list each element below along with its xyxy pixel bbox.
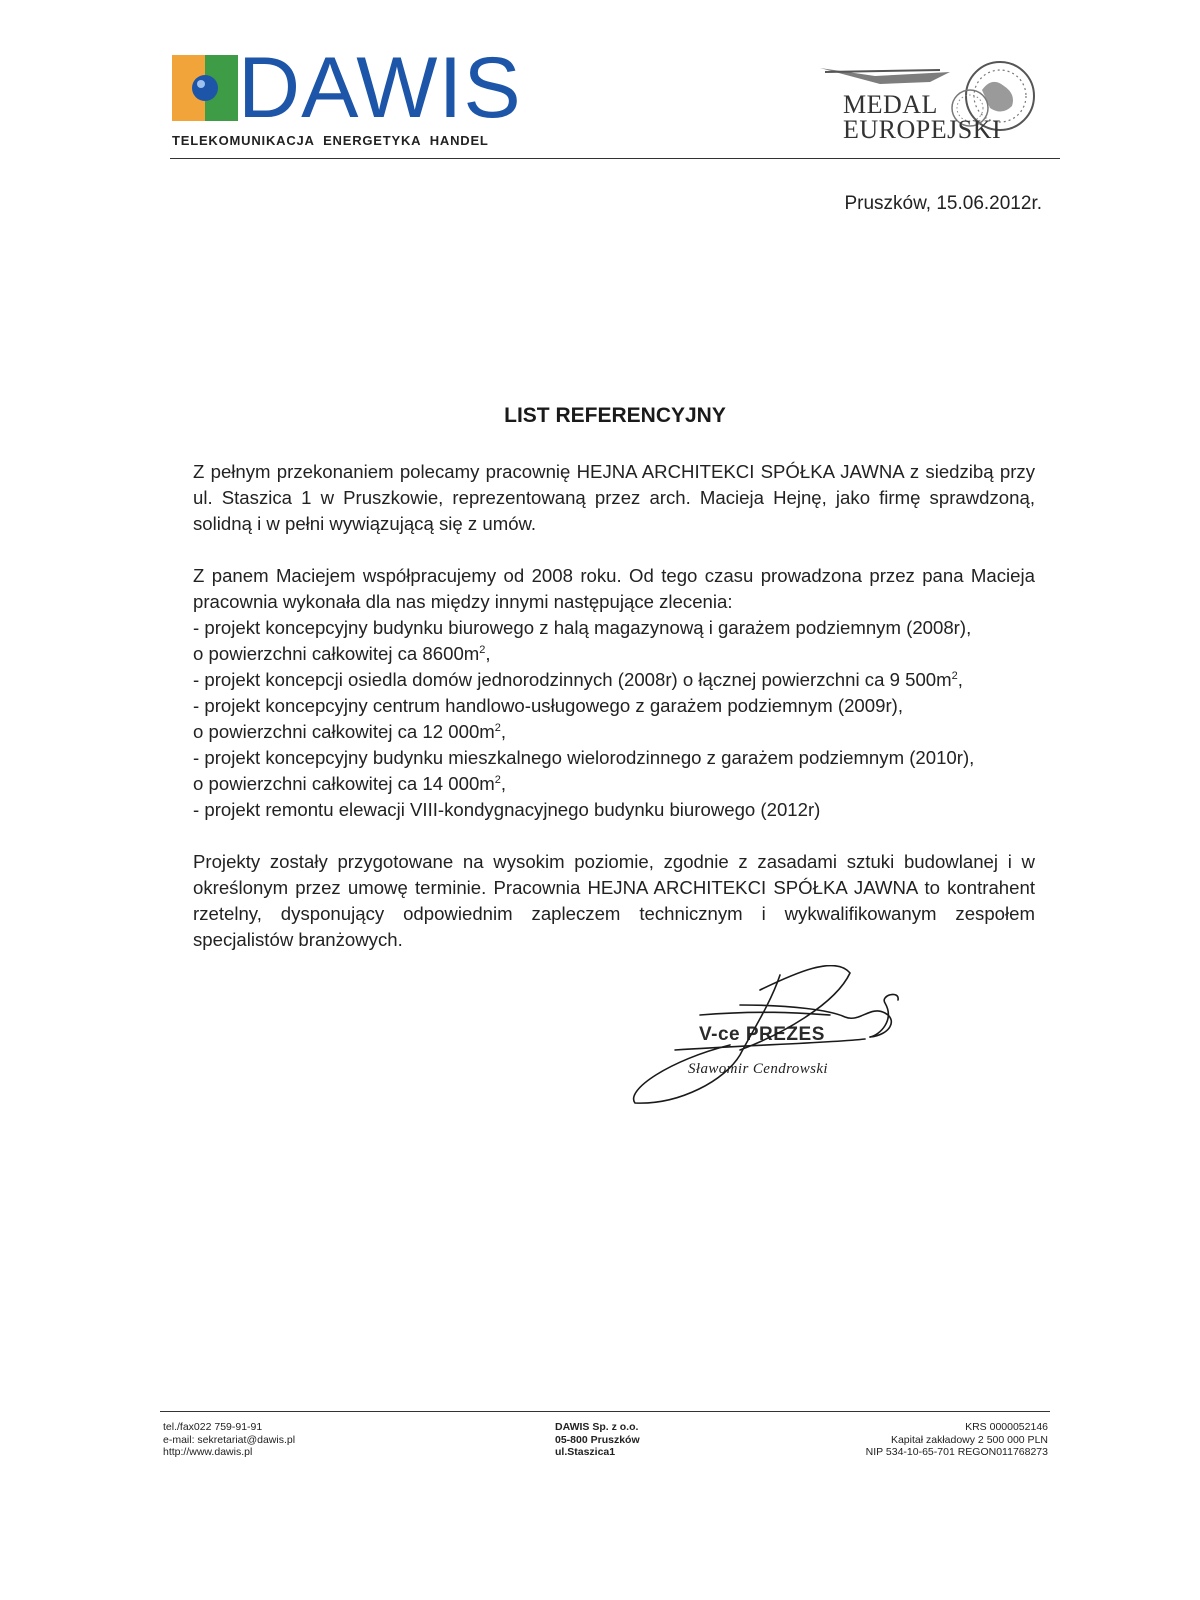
project-list [193,615,1035,823]
signatory-name: Sławomir Cendrowski [688,1061,828,1077]
signatory-role: V-ce PREZES [699,1024,825,1045]
list-item-continuation [193,719,1035,745]
list-punctuation: , [500,721,507,742]
list-text: o powierzchni całkowitej ca 14 000m [193,773,495,794]
list-punctuation: , [485,643,491,664]
award-line-2: EUROPEJSKI [843,115,1002,144]
list-item: - projekt koncepcyjny budynku mieszkalnego wielorodzinnego z garażem podziemnym (2010r), [193,747,975,768]
footer-address [555,1421,640,1459]
footer-company: DAWIS Sp. z o.o. [555,1421,639,1433]
paragraph-cooperation: Z panem Maciejem współpracujemy od 2008 roku. Od tego czasu prowadzona przez pana Macieja pracownia wykonała dla nas między innymi następujące zlecenia: [193,565,1035,612]
header-divider [170,158,1060,159]
letter-title: LIST REFERENCYJNY [504,404,726,427]
superscript: 2 [479,643,486,656]
list-item-continuation [193,771,1035,797]
paragraph-conclusion: Projekty zostały przygotowane na wysokim poziomie, zgodnie z zasadami sztuki budowlanej i w określonym przez umowę terminie. Pracownia HEJNA ARCHITEKCI SPÓŁKA JAWNA to kontrahent rzetelny, dysponujący odpowiednim zapleczem technicznym i wykwalifikowanym zespołem specjalistów branżowych. [193,851,1035,950]
list-punctuation: , [500,773,507,794]
letter-body [193,459,1035,953]
handwritten-signature [630,965,930,1125]
list-text: o powierzchni całkowitej ca 12 000m [193,721,495,742]
footer-postal: 05-800 Pruszków [555,1433,640,1446]
superscript: 2 [494,773,501,786]
footer-email: e-mail: sekretariat@dawis.pl [163,1433,296,1446]
footer-street: ul.Staszica1 [555,1446,616,1458]
footer-divider [160,1411,1050,1412]
footer-website: http://www.dawis.pl [163,1446,253,1458]
list-item: - projekt remontu elewacji VIII-kondygnacyjnego budynku biurowego (2012r) [193,799,821,820]
footer-registry [866,1421,1048,1459]
award-line-1: MEDAL [843,90,938,119]
superscript: 2 [494,721,501,734]
footer-nip-regon: NIP 534-10-65-701 REGON011768273 [865,1446,1048,1458]
footer-krs: KRS 0000052146 [965,1421,1048,1433]
list-text: o powierzchni całkowitej ca 8600m [193,643,480,664]
superscript: 2 [951,669,958,682]
footer-capital: Kapitał zakładowy 2 500 000 PLN [890,1433,1048,1446]
company-logo-text: DAWIS [238,40,522,136]
company-logo-mark [172,55,238,121]
footer-contact [163,1421,295,1459]
list-punctuation: , [957,669,963,690]
list-item-continuation [193,641,1035,667]
paragraph-intro: Z pełnym przekonaniem polecamy pracownię HEJNA ARCHITEKCI SPÓŁKA JAWNA z siedzibą przy ul. Staszica 1 w Pruszkowie, reprezentowaną przez arch. Macieja Hejnę, jako firmę sprawdzoną, solidną i w pełni wywiązującą się z umów. [193,461,1035,534]
list-item: - projekt koncepcyjny centrum handlowo-usługowego z garażem podziemnym (2009r), [193,695,904,716]
letter-date: Pruszków, 15.06.2012r. [844,193,1042,214]
list-item: - projekt koncepcyjny budynku biurowego z halą magazynową i garażem podziemnym (2008r), [193,617,972,638]
award-title [843,92,1001,142]
list-item [193,667,1035,693]
footer-phone: tel./fax022 759-91-91 [163,1421,263,1433]
company-tagline: TELEKOMUNIKACJA ENERGETYKA HANDEL [172,133,489,148]
list-text: - projekt koncepcji osiedla domów jednorodzinnych (2008r) o łącznej powierzchni ca 9 500m [193,669,952,690]
